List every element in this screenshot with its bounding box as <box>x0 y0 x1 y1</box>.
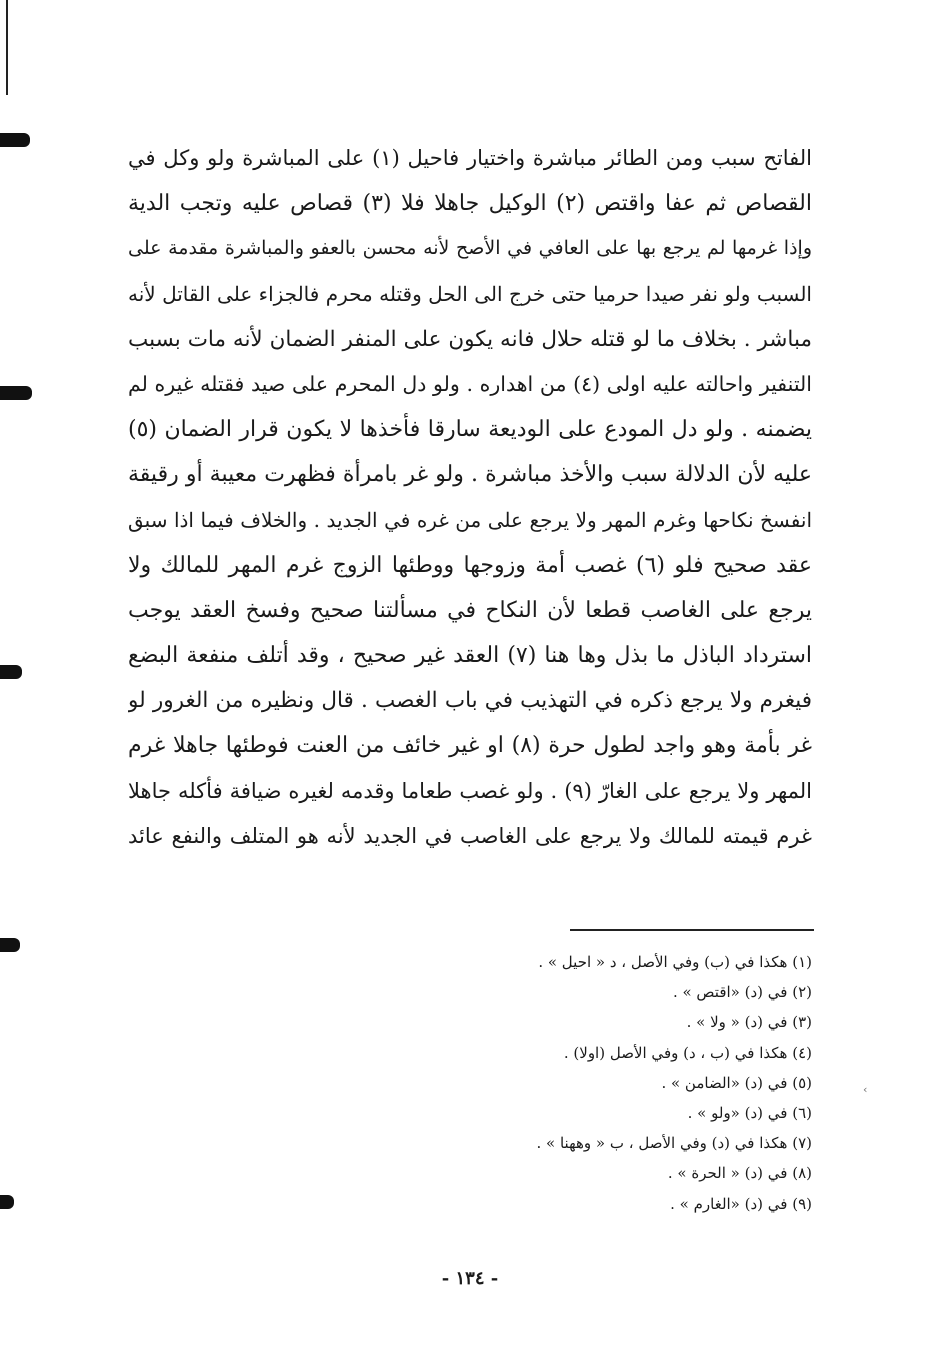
scan-edge-mark <box>0 665 22 679</box>
footnote: (٢) في (د) «اقتص » . <box>672 983 812 1002</box>
text-line: يضمنه . ولو دل المودع على الوديعة سارقا فأخذها لا يكون قرار الضمان (٥) <box>128 417 812 443</box>
footnotes-list <box>472 947 812 1219</box>
text-line: فيغرم ولا يرجع ذكره في التهذيب في باب الغصب . قال ونظيره من الغرور لو <box>128 688 812 714</box>
scan-edge-mark <box>0 938 20 952</box>
scan-edge-line <box>6 0 8 95</box>
footnote: (٦) في (د) «ولو » . <box>687 1104 812 1123</box>
footnote: (١) هكذا في (ب) وفي الأصل ، د « احيل » . <box>538 953 812 971</box>
text-line: يرجع على الغاصب قطعا لأن النكاح في مسألتنا صحيح وفسخ العقد يوجب <box>128 597 812 623</box>
text-line: استرداد الباذل ما بذل وها هنا (٧) العقد غير صحيح ، وقد أتلف منفعة البضع <box>128 643 812 669</box>
scan-edge-mark <box>0 133 30 147</box>
text-line: وإذا غرمها لم يرجع بها على العافي في الأصح لأنه محسن بالعفو والمباشرة مقدمة على <box>128 237 812 260</box>
text-line: انفسخ نكاحها وغرم المهر ولا يرجع على من غره في الجديد . والخلاف فيما اذا سبق <box>128 507 812 532</box>
stray-margin-mark: ‹ <box>863 1083 868 1096</box>
text-line: الفاتح سبب ومن الطائر مباشرة واختيار فاحيل (١) على المباشرة ولو وكل في <box>128 146 812 170</box>
text-line: عليه لأن الدلالة سبب والأخذ مباشرة . ولو غر بامرأة فظهرت معيبة أو رقيقة <box>128 462 812 488</box>
text-line: غرم قيمته للمالك ولا يرجع على الغاصب في الجديد لأنه هو المتلف والنفع عائد <box>128 823 812 848</box>
text-line: عقد صحيح فلو (٦) غصب أمة وزوجها ووطئها الزوج غرم المهر للمالك ولا <box>128 552 812 578</box>
footnote-separator <box>570 929 814 931</box>
main-text <box>128 136 812 859</box>
scan-edge-mark <box>0 386 32 400</box>
text-line: المهر ولا يرجع على الغارّ (٩) . ولو غصب طعاما وقدمه لغيره ضيافة فأكله جاهلا <box>128 778 812 803</box>
scan-edge-mark <box>0 1195 14 1209</box>
footnote: (٣) في (د) « ولا » . <box>686 1013 812 1032</box>
page-number: - ١٣٤ - <box>441 1268 499 1289</box>
footnote: (٨) في (د) « الحرة » . <box>667 1164 812 1183</box>
footnote: (٤) هكذا في (ب ، د) وفي الأصل (اولا) . <box>563 1043 812 1062</box>
text-line: التنفير واحالته عليه اولى (٤) من اهداره . ولو دل المحرم على صيد فقتله غيره لم <box>128 371 812 396</box>
footnote: (٩) في (د) «الغارم » . <box>670 1194 812 1213</box>
text-line: غر بأمة وهو واجد لطول حرة (٨) او غير خائف من العنت فوطئها جاهلا غرم <box>128 733 812 759</box>
text-line: مباشر . بخلاف ما لو قتله حلال فانه يكون على المنفر الضمان لأنه مات بسبب <box>128 326 812 352</box>
text-line: السبب ولو نفر صيدا حرميا حتى خرج الى الحل وقتله محرم فالجزاء على القاتل لأنه <box>128 281 812 306</box>
footnote: (٧) هكذا في (د) وفي الأصل ، ب « وههنا » . <box>536 1134 812 1153</box>
text-line: القصاص ثم عفا واقتص (٢) الوكيل جاهلا فلا (٣) قصاص عليه وتجب الدية <box>128 191 812 217</box>
footnote: (٥) في (د) «الضامن » . <box>661 1073 812 1092</box>
